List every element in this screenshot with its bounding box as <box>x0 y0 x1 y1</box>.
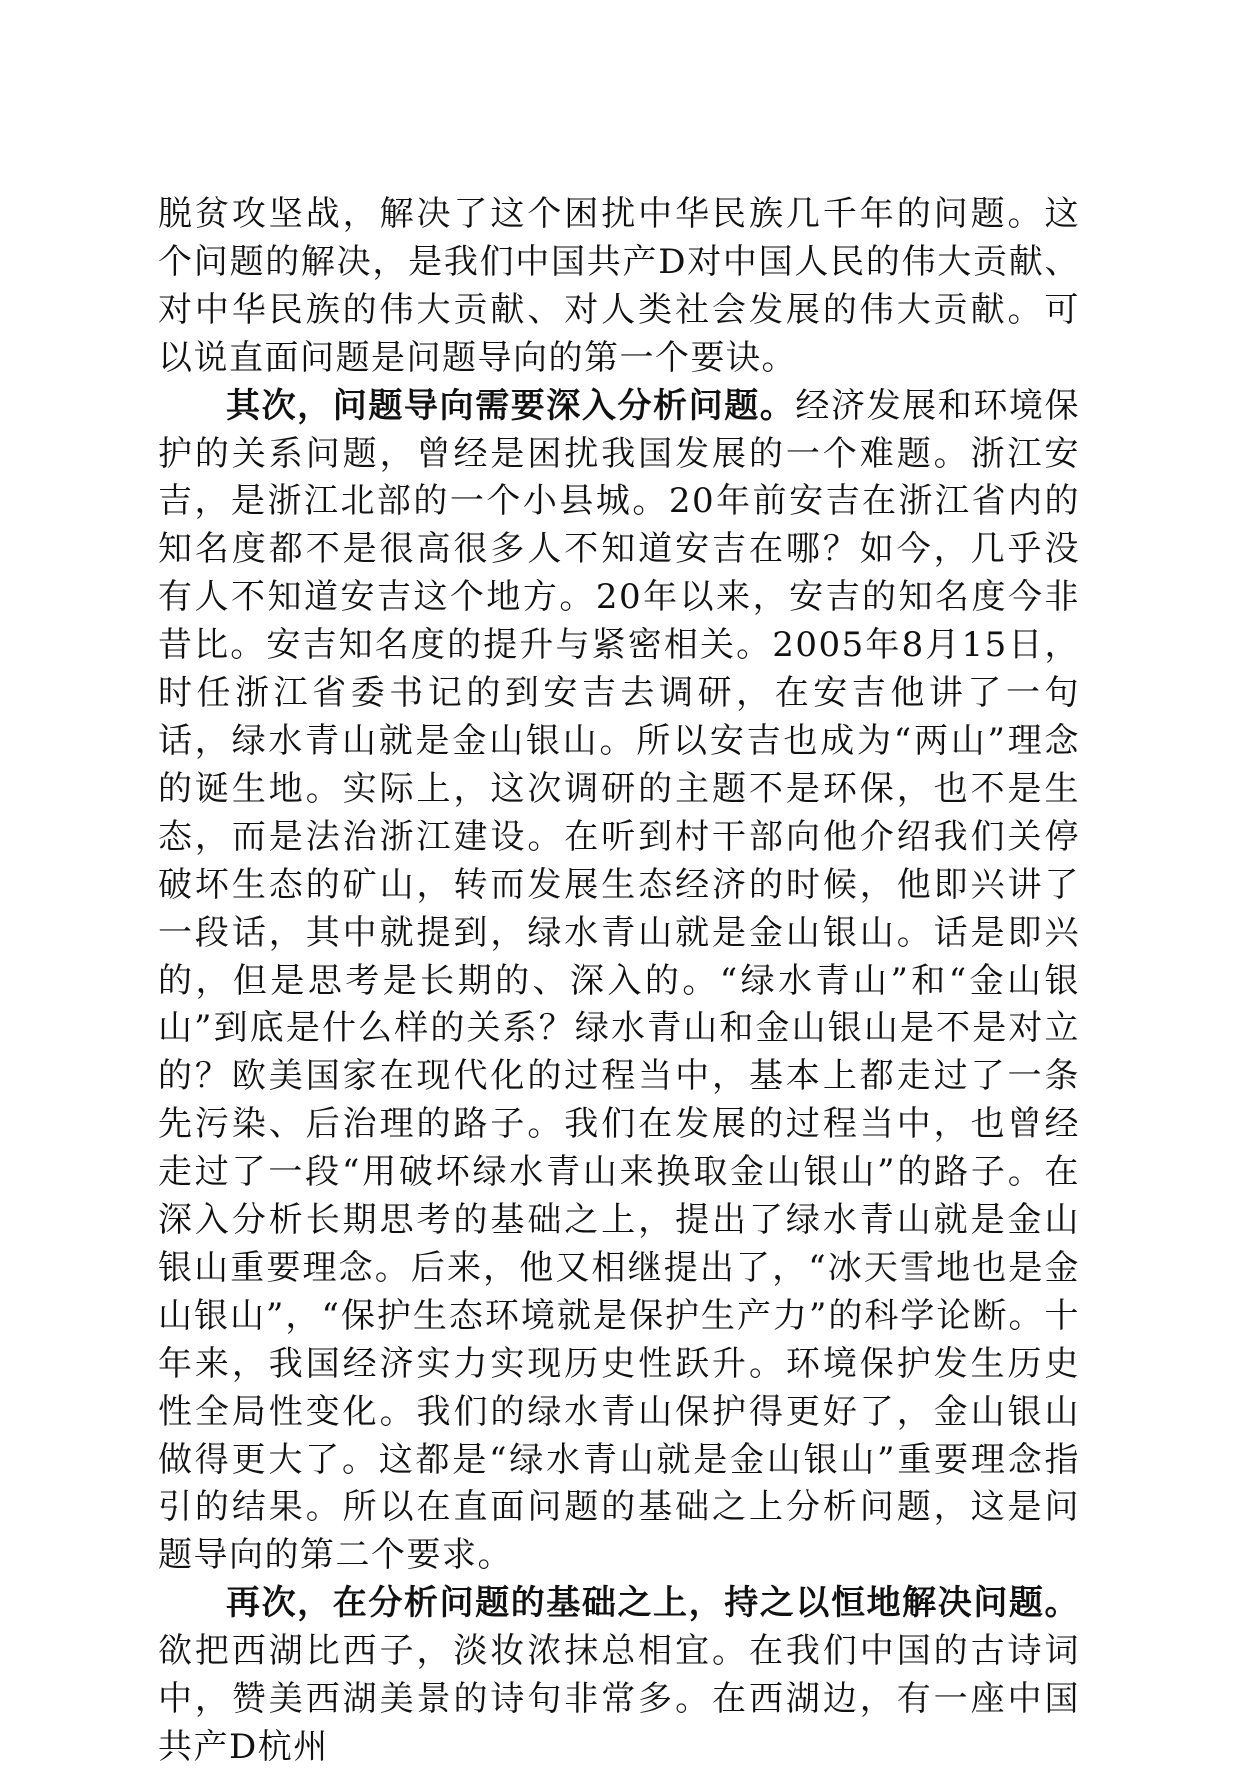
paragraph-3-lead: 再次，在分析问题的基础之上，持之以恒地解决问题。 <box>226 1583 1080 1624</box>
paragraph-3-text: 欲把西湖比西子，淡妆浓抹总相宜。在我们中国的古诗词中，赞美西湖美景的诗句非常多。在西湖边，有一座中国共产D杭州 <box>158 1631 1080 1767</box>
document-body <box>158 191 1080 1772</box>
paragraph-2 <box>158 383 1080 1581</box>
paragraph-2-text: 经济发展和环境保护的关系问题，曾经是困扰我国发展的一个难题。浙江安吉，是浙江北部的一个小县城。20年前安吉在浙江省内的知名度都不是很高很多人不知道安吉在哪？如今，几乎没有人不知道安吉这个地方。20年以来，安吉的知名度今非昔比。安吉知名度的提升与紧密相关。2005年8月15日，时任浙江省委书记的到安吉去调研，在安吉他讲了一句话，绿水青山就是金山银山。所以安吉也成为“两山”理念的诞生地。实际上，这次调研的主题不是环保，也不是生态，而是法治浙江建设。在听到村干部向他介绍我们关停破坏生态的矿山，转而发展生态经济的时候，他即兴讲了一段话，其中就提到，绿水青山就是金山银山。话是即兴的，但是思考是长期的、深入的。“绿水青山”和“金山银山”到底是什么样的关系？绿水青山和金山银山是不是对立的？欧美国家在现代化的过程当中，基本上都走过了一条先污染、后治理的路子。我们在发展的过程当中，也曾经走过了一段“用破坏绿水青山来换取金山银山”的路子。在深入分析长期思考的基础之上，提出了绿水青山就是金山银山重要理念。后来，他又相继提出了，“冰天雪地也是金山银山”，“保护生态环境就是保护生产力”的科学论断。十年来，我国经济实力实现历史性跃升。环境保护发生历史性全局性变化。我们的绿水青山保护得更好了，金山银山做得更大了。这都是“绿水青山就是金山银山”重要理念指引的结果。所以在直面问题的基础之上分析问题，这是问题导向的第二个要求。 <box>158 385 1080 1576</box>
paragraph-1-text: 脱贫攻坚战，解决了这个困扰中华民族几千年的问题。这个问题的解决，是我们中国共产D对中国人民的伟大贡献、对中华民族的伟大贡献、对人类社会发展的伟大贡献。可以说直面问题是问题导向的第一个要诀。 <box>158 194 1080 378</box>
paragraph-1 <box>158 191 1080 383</box>
paragraph-3 <box>158 1580 1080 1772</box>
paragraph-2-lead: 其次，问题导向需要深入分析问题。 <box>226 385 796 426</box>
